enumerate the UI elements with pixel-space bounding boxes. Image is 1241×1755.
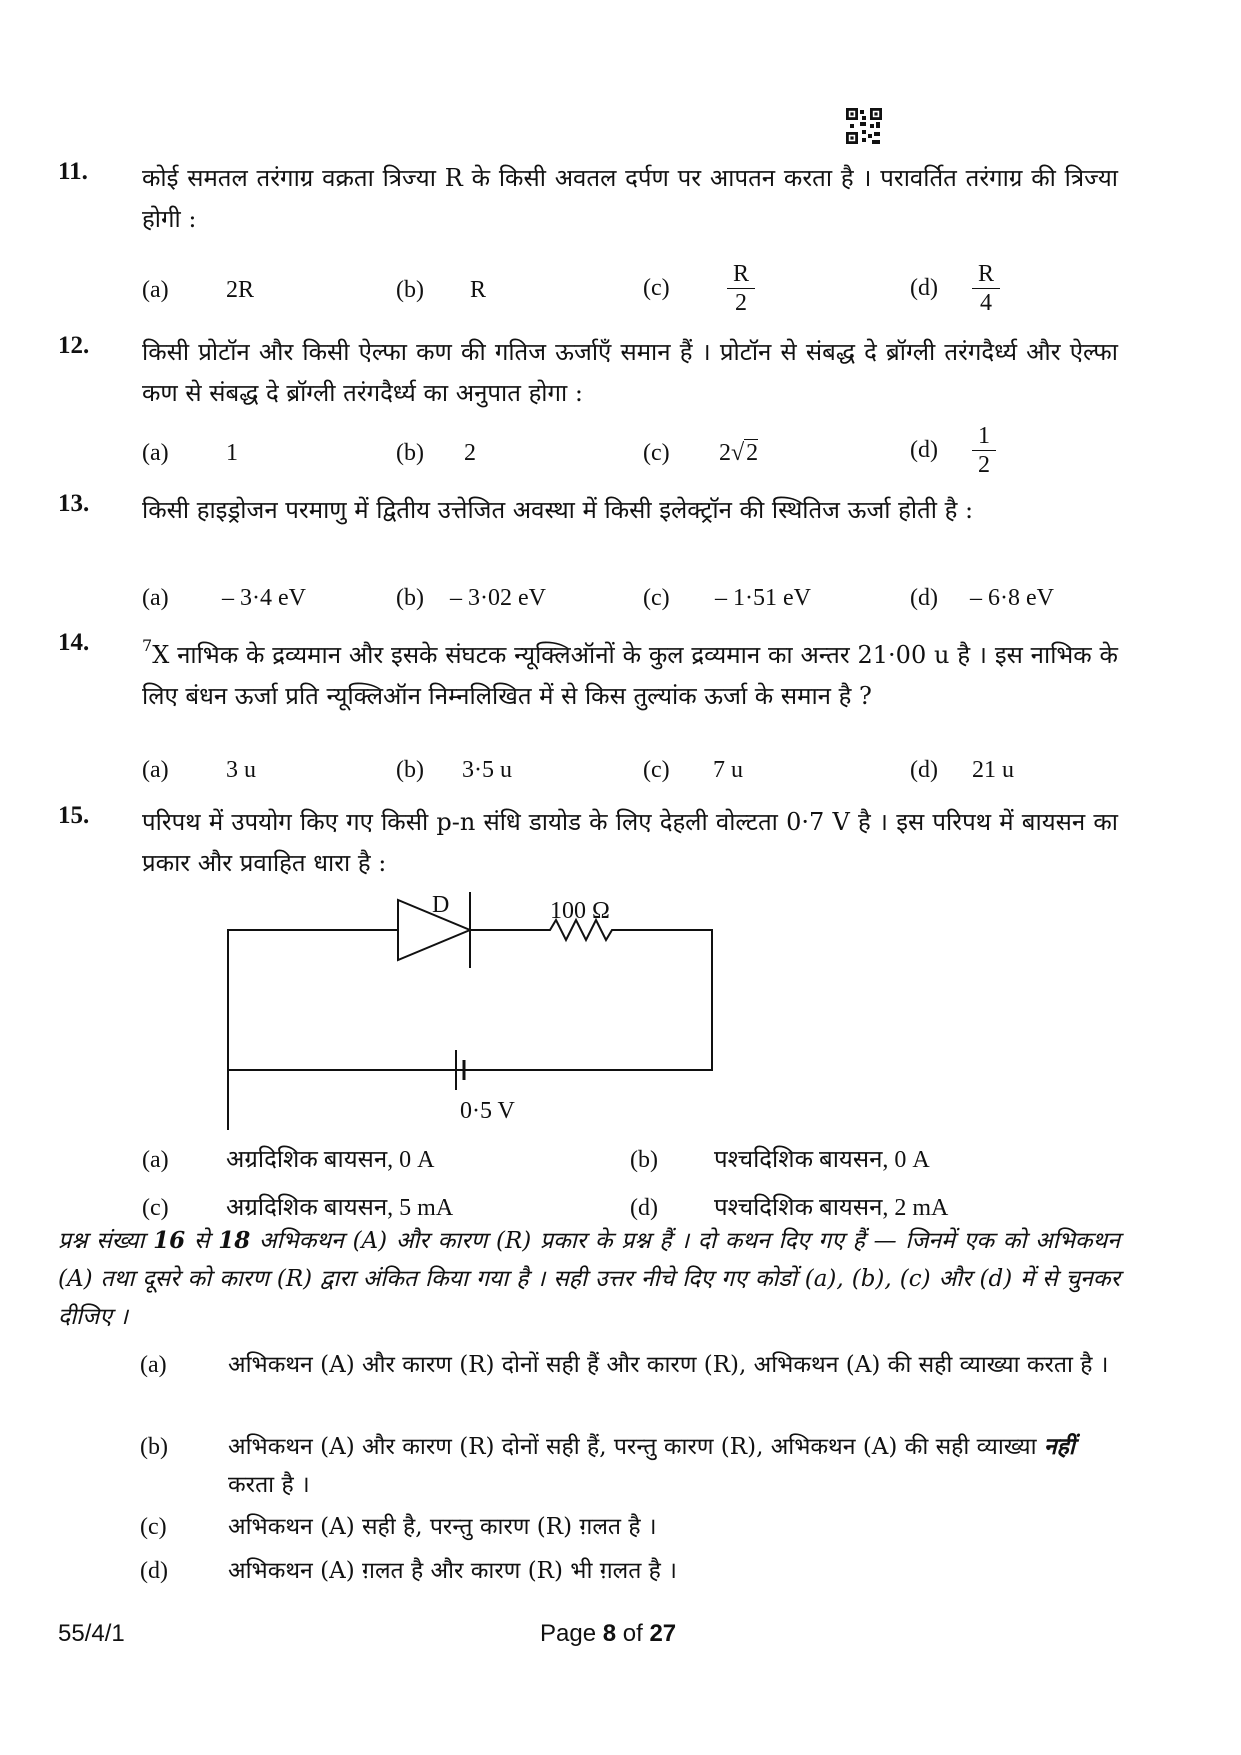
question-number: 15. bbox=[58, 802, 90, 829]
question-number: 12. bbox=[58, 332, 90, 359]
option-label: (b) bbox=[396, 440, 424, 466]
option-label: (b) bbox=[396, 277, 424, 303]
option-c bbox=[643, 440, 758, 467]
fraction bbox=[727, 260, 755, 317]
option-value: अग्रदिशिक बायसन, 5 mA bbox=[226, 1195, 454, 1221]
code-text: अभिकथन (A) सही है, परन्तु कारण (R) ग़लत है । bbox=[228, 1514, 657, 1540]
fraction bbox=[972, 422, 996, 479]
question-text: किसी हाइड्रोजन परमाणु में द्वितीय उत्तेजित अवस्था में किसी इलेक्ट्रॉन की स्थितिज ऊर्जा होती है : bbox=[142, 496, 974, 524]
option-label: (c) bbox=[142, 1195, 169, 1221]
question-number: 13. bbox=[58, 490, 90, 517]
question-text: किसी प्रोटॉन और किसी ऐल्फा कण की गतिज ऊर्जाएँ समान हैं । प्रोटॉन से संबद्ध दे ब्रॉग्ली तरंगदैर्ध्य और ऐल्फा कण से संबद्ध दे ब्रॉग्ली तरंगदैर्ध्य का अनुपात होगा : bbox=[142, 338, 1118, 407]
left-wire bbox=[228, 930, 398, 1130]
question-13 bbox=[58, 490, 1120, 580]
option-label: (b) bbox=[396, 585, 424, 611]
option-label: (a) bbox=[142, 440, 169, 466]
fraction bbox=[972, 260, 1000, 317]
option-a bbox=[142, 277, 254, 304]
code-b bbox=[140, 1428, 1120, 1508]
option-value: 21 u bbox=[972, 757, 1014, 783]
option-label: (a) bbox=[142, 1147, 169, 1173]
option-d bbox=[910, 585, 1054, 612]
mass-number: 7 bbox=[142, 636, 153, 655]
instruction-text: से bbox=[185, 1228, 219, 1254]
option-label: (d) bbox=[910, 275, 938, 301]
nucleus-symbol: X bbox=[152, 641, 170, 669]
option-d bbox=[630, 1190, 948, 1223]
battery-label: 0·5 V bbox=[460, 1098, 515, 1124]
option-a bbox=[142, 757, 256, 784]
option-value: R bbox=[470, 277, 487, 303]
option-value: अग्रदिशिक बायसन, 0 A bbox=[226, 1147, 435, 1173]
code-label: (b) bbox=[140, 1434, 168, 1460]
option-a bbox=[142, 585, 306, 612]
option-b bbox=[630, 1142, 930, 1175]
bottom-wire bbox=[228, 930, 464, 1070]
code-text-part: अभिकथन (A) और कारण (R) दोनों सही हैं, परन्तु कारण (R), अभिकथन (A) की सही व्याख्या bbox=[228, 1434, 1044, 1460]
question-range-start: 16 bbox=[153, 1227, 186, 1254]
option-value: 7 u bbox=[713, 757, 743, 783]
question-12 bbox=[58, 332, 1120, 422]
option-b bbox=[396, 585, 546, 612]
page-mid: of bbox=[616, 1620, 650, 1647]
fraction-numerator: 1 bbox=[972, 422, 996, 451]
option-a bbox=[142, 440, 238, 467]
question-body: नाभिक के द्रव्यमान और इसके संघटक न्यूक्लिऑनों के कुल द्रव्यमान का अन्तर 21·00 u है । इस नाभिक के लिए बंधन ऊर्जा प्रति न्यूक्लिऑन निम्नलिखित में से किस तुल्यांक ऊर्जा के समान है ? bbox=[142, 641, 1118, 710]
page-prefix: Page bbox=[540, 1620, 603, 1647]
qr-code bbox=[846, 108, 882, 144]
emphasis-word: नहीं bbox=[1043, 1433, 1075, 1460]
code-text: अभिकथन (A) ग़लत है और कारण (R) भी ग़लत है । bbox=[228, 1558, 677, 1584]
option-c bbox=[643, 585, 811, 612]
code-label: (d) bbox=[140, 1558, 168, 1584]
fraction-denominator: 2 bbox=[978, 452, 990, 478]
option-d bbox=[910, 757, 1014, 784]
question-text: कोई समतल तरंगाग्र वक्रता त्रिज्या R के किसी अवतल दर्पण पर आपतन करता है । परावर्तित तरंगाग्र की त्रिज्या होगी : bbox=[142, 164, 1118, 233]
question-text bbox=[142, 625, 1118, 717]
instruction-text: प्रश्न संख्या bbox=[58, 1228, 154, 1254]
option-value: 2 bbox=[464, 440, 476, 466]
option-label: (c) bbox=[643, 585, 670, 611]
circuit-diagram bbox=[220, 890, 740, 1130]
code-label: (c) bbox=[140, 1514, 167, 1540]
option-value: 2R bbox=[226, 277, 255, 303]
question-number: 14. bbox=[58, 629, 90, 656]
option-value: – 6·8 eV bbox=[970, 585, 1054, 611]
option-b bbox=[396, 277, 486, 304]
option-label: (b) bbox=[396, 757, 424, 783]
option-label: (d) bbox=[910, 437, 938, 463]
option-value: 2 bbox=[719, 440, 731, 466]
option-label: (a) bbox=[142, 757, 169, 783]
option-value: 1 bbox=[226, 440, 238, 466]
option-value: – 3·02 eV bbox=[450, 585, 546, 611]
option-b bbox=[396, 440, 476, 467]
question-number: 11. bbox=[58, 158, 88, 185]
option-value: – 1·51 eV bbox=[715, 585, 811, 611]
question-range-end: 18 bbox=[218, 1227, 251, 1254]
option-value: पश्चदिशिक बायसन, 0 A bbox=[714, 1147, 930, 1173]
instruction-text: अभिकथन (A) और कारण (R) प्रकार के प्रश्न हैं । दो कथन दिए गए हैं — जिनमें एक को अभिकथन (A) तथा दूसरे को कारण (R) द्वारा अंकित किया गया है । सही उत्तर नीचे दिए गए कोडों (a), (b), (c) और (d) में से चुनकर दीजिए । bbox=[58, 1228, 1121, 1330]
option-b bbox=[396, 757, 512, 784]
option-a bbox=[142, 1142, 435, 1175]
code-text bbox=[228, 1428, 1120, 1504]
code-text-part: करता है । bbox=[228, 1472, 310, 1498]
fraction-denominator: 4 bbox=[980, 290, 992, 316]
option-c bbox=[142, 1190, 453, 1223]
sqrt-radicand: 2 bbox=[746, 440, 759, 466]
code-text: अभिकथन (A) और कारण (R) दोनों सही हैं और कारण (R), अभिकथन (A) की सही व्याख्या करता है । bbox=[228, 1352, 1109, 1378]
resistor-wire bbox=[456, 920, 712, 1070]
option-d bbox=[910, 422, 996, 479]
question-11 bbox=[58, 158, 1120, 258]
fraction-numerator: R bbox=[972, 260, 1000, 289]
paper-code: 55/4/1 bbox=[58, 1620, 125, 1647]
code-a bbox=[140, 1346, 1120, 1426]
option-label: (a) bbox=[142, 277, 169, 303]
option-label: (c) bbox=[643, 757, 670, 783]
section-instructions bbox=[58, 1222, 1120, 1336]
fraction-denominator: 2 bbox=[735, 290, 747, 316]
option-label: (d) bbox=[630, 1195, 658, 1221]
fraction-numerator: R bbox=[727, 260, 755, 289]
page-current: 8 bbox=[602, 1620, 617, 1647]
question-14 bbox=[58, 625, 1120, 755]
page-number bbox=[540, 1620, 676, 1648]
option-value: 3·5 u bbox=[462, 757, 512, 783]
sqrt-sign: √ bbox=[731, 440, 745, 466]
page-total: 27 bbox=[649, 1620, 677, 1647]
option-label: (a) bbox=[142, 585, 169, 611]
option-d bbox=[910, 260, 1000, 317]
code-label: (a) bbox=[140, 1352, 167, 1378]
option-c bbox=[643, 260, 755, 317]
option-value: पश्चदिशिक बायसन, 2 mA bbox=[714, 1195, 949, 1221]
option-c bbox=[643, 757, 743, 784]
option-value: – 3·4 eV bbox=[222, 585, 306, 611]
question-text: परिपथ में उपयोग किए गए किसी p-n संधि डायोड के लिए देहली वोल्टता 0·7 V है । इस परिपथ में बायसन का प्रकार और प्रवाहित धारा है : bbox=[142, 808, 1118, 877]
question-15 bbox=[58, 802, 1120, 892]
resistor-label: 100 Ω bbox=[550, 898, 610, 924]
option-label: (c) bbox=[643, 440, 670, 466]
code-c bbox=[140, 1508, 1120, 1548]
code-d bbox=[140, 1552, 1120, 1592]
option-value: 3 u bbox=[226, 757, 256, 783]
option-label: (d) bbox=[910, 585, 938, 611]
option-label: (b) bbox=[630, 1147, 658, 1173]
option-label: (d) bbox=[910, 757, 938, 783]
option-label: (c) bbox=[643, 275, 670, 301]
diode-label: D bbox=[432, 892, 450, 918]
